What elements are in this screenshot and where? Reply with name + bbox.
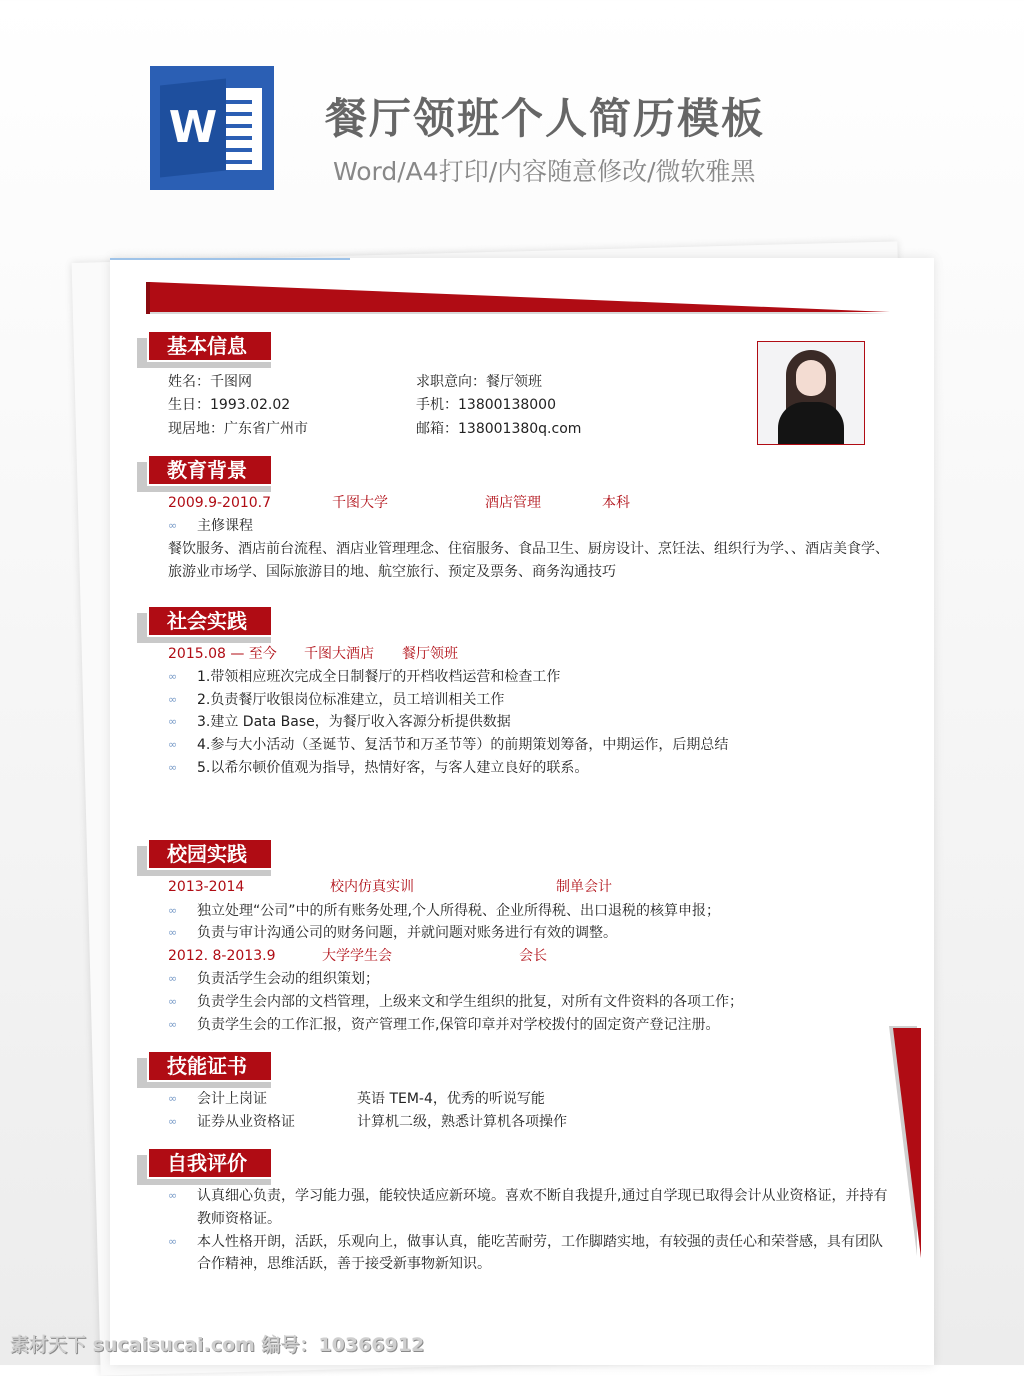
section-heading: 自我评价	[147, 1147, 273, 1179]
education-degree: 本科	[602, 495, 630, 511]
section-heading: 技能证书	[147, 1050, 273, 1082]
skill-cert-2: 证券从业资格证	[197, 1114, 295, 1130]
bullet-icon: ∞	[168, 1092, 178, 1105]
section-heading: 教育背景	[147, 454, 273, 486]
word-letter: W	[168, 102, 218, 153]
campus-item: 独立处理“公司”中的所有账务处理,个人所得税、企业所得税、出口退税的核算申报；	[197, 903, 720, 919]
bullet-icon: ∞	[168, 995, 178, 1008]
bullet-icon: ∞	[168, 1115, 178, 1128]
social-item: 3.建立 Data Base，为餐厅收入客源分析提供数据	[197, 714, 511, 730]
campus-role-1: 制单会计	[556, 879, 612, 895]
top-banner-edge	[146, 282, 150, 314]
self-eval-line: 教师资格证。	[197, 1211, 281, 1227]
social-item: 1.带领相应班次完成全日制餐厅的开档收档运营和检查工作	[197, 669, 561, 685]
photo-body	[778, 402, 844, 445]
bullet-icon: ∞	[168, 1189, 178, 1202]
skill-desc-2: 计算机二级，熟悉计算机各项操作	[357, 1114, 567, 1130]
bullet-icon: ∞	[168, 670, 178, 683]
social-period: 2015.08 — 至今	[168, 646, 277, 662]
campus-item: 负责学生会的工作汇报，资产管理工作,保管印章并对学校拨付的固定资产登记注册。	[197, 1017, 720, 1033]
basic-email: 邮箱：138001380q.com	[416, 421, 582, 437]
education-period: 2009.9-2010.7	[168, 495, 272, 511]
courses-line-2: 旅游业市场学、国际旅游目的地、航空旅行、预定及票务、商务沟通技巧	[168, 564, 616, 580]
photo-face	[796, 360, 826, 396]
word-document-icon	[150, 66, 274, 190]
campus-name-2: 大学学生会	[322, 948, 392, 964]
basic-name: 姓名：千图网	[168, 374, 252, 390]
template-subtitle: Word/A4打印/内容随意修改/微软雅黑	[333, 157, 756, 186]
section-heading: 社会实践	[147, 605, 273, 637]
bullet-icon: ∞	[168, 1018, 178, 1031]
bullet-icon: ∞	[168, 761, 178, 774]
basic-birth: 生日：1993.02.02	[168, 397, 291, 413]
education-school: 千图大学	[332, 495, 388, 511]
education-major: 酒店管理	[485, 495, 541, 511]
campus-name-1: 校内仿真实训	[330, 879, 414, 895]
social-item: 4.参与大小活动（圣诞节、复活节和万圣节等）的前期策划筹备，中期运作，后期总结	[197, 737, 729, 753]
sheet-top-line	[110, 258, 350, 260]
social-item: 5.以希尔顿价值观为指导，热情好客，与客人建立良好的联系。	[197, 760, 589, 776]
course-title: 主修课程	[197, 518, 253, 534]
skill-desc-1: 英语 TEM-4，优秀的听说写能	[357, 1091, 545, 1107]
basic-address: 现居地：广东省广州市	[168, 421, 308, 437]
campus-period-1: 2013-2014	[168, 879, 245, 895]
self-eval-line: 认真细心负责，学习能力强，能较快适应新环境。喜欢不断自我提升,通过自学现已取得会计从业资格证，并持有	[197, 1188, 888, 1204]
campus-item: 负责与审计沟通公司的财务问题，并就问题对账务进行有效的调整。	[197, 925, 617, 941]
self-eval-line: 本人性格开朗，活跃，乐观向上，做事认真，能吃苦耐劳，工作脚踏实地，有较强的责任心和荣誉感，具有团队	[197, 1234, 883, 1250]
bullet-icon: ∞	[168, 519, 178, 532]
bullet-icon: ∞	[168, 926, 178, 939]
bullet-icon: ∞	[168, 1235, 178, 1248]
skill-cert-1: 会计上岗证	[197, 1091, 267, 1107]
basic-phone: 手机：13800138000	[416, 397, 556, 413]
bullet-icon: ∞	[168, 738, 178, 751]
profile-photo	[757, 341, 865, 445]
campus-role-2: 会长	[519, 948, 547, 964]
courses-line-1: 餐饮服务、酒店前台流程、酒店业管理理念、住宿服务、食品卫生、厨房设计、烹饪法、组织行为学、、酒店美食学、	[168, 541, 889, 557]
campus-item: 负责活学生会动的组织策划；	[197, 971, 379, 987]
bullet-icon: ∞	[168, 904, 178, 917]
section-heading: 校园实践	[147, 838, 273, 870]
bullet-icon: ∞	[168, 693, 178, 706]
section-heading: 基本信息	[147, 330, 273, 362]
template-title: 餐厅领班个人简历模板	[325, 94, 766, 143]
self-eval-line: 合作精神，思维活跃，善于接受新事物新知识。	[197, 1256, 491, 1272]
basic-objective: 求职意向：餐厅领班	[416, 374, 542, 390]
campus-period-2: 2012. 8-2013.9	[168, 948, 276, 964]
social-company: 千图大酒店	[304, 646, 374, 662]
bullet-icon: ∞	[168, 972, 178, 985]
watermark: 素材天下 sucaisucai.com 编号：10366912	[10, 1334, 425, 1356]
bullet-icon: ∞	[168, 715, 178, 728]
social-role: 餐厅领班	[402, 646, 458, 662]
social-item: 2.负责餐厅收银岗位标准建立，员工培训相关工作	[197, 692, 505, 708]
campus-item: 负责学生会内部的文档管理，上级来文和学生组织的批复，对所有文件资料的各项工作；	[197, 994, 743, 1010]
top-banner	[150, 282, 890, 312]
